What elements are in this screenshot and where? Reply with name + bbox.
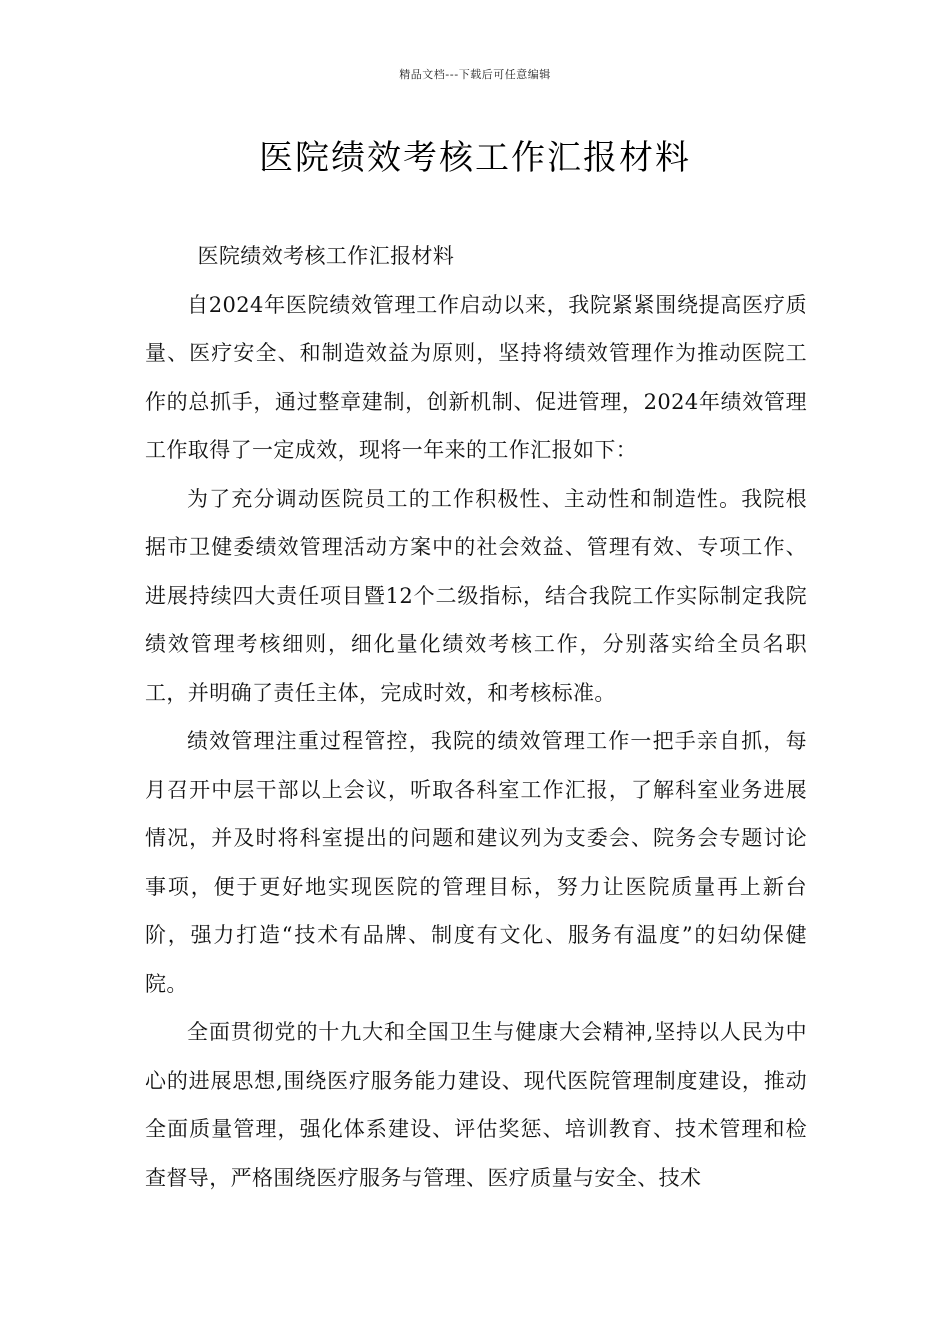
header-note: 精品文档---下载后可任意编辑 xyxy=(399,68,551,81)
paragraph-policy: 全面贯彻党的十九大和全国卫生与健康大会精神,坚持以人民为中心的进展思想,围绕医疗服务能力建设、现代医院管理制度建设，推动全面质量管理，强化体系建设、评估奖惩、培训教育、技术管理和检查督导，严格围绕医疗服务与管理、医疗质量与安全、技术 xyxy=(145,1020,807,1190)
document-title: 医院绩效考核工作汇报材料 xyxy=(259,138,691,178)
paragraph-process-control: 绩效管理注重过程管控，我院的绩效管理工作一把手亲自抓，每月召开中层干部以上会议，听取各科室工作汇报，了解科室业务进展情况，并及时将科室提出的问题和建议列为支委会、院务会专题讨论事项，便于更好地实现医院的管理目标，努力让医院质量再上新台阶，强力打造“技术有品牌、制度有文化、服务有温度”的妇幼保健院。 xyxy=(145,729,807,996)
body-subtitle: 医院绩效考核工作汇报材料 xyxy=(197,244,455,268)
paragraph-initiative: 为了充分调动医院员工的工作积极性、主动性和制造性。我院根据市卫健委绩效管理活动方案中的社会效益、管理有效、专项工作、进展持续四大责任项目暨12个二级指标，结合我院工作实际制定我院绩效管理考核细则，细化量化绩效考核工作，分别落实给全员名职工，并明确了责任主体，完成时效，和考核标准。 xyxy=(145,486,807,705)
paragraph-intro: 自2024年医院绩效管理工作启动以来，我院紧紧围绕提高医疗质量、医疗安全、和制造效益为原则，坚持将绩效管理作为推动医院工作的总抓手，通过整章建制，创新机制、促进管理，2024年绩效管理工作取得了一定成效，现将一年来的工作汇报如下： xyxy=(145,292,807,462)
document-body xyxy=(145,232,807,1202)
